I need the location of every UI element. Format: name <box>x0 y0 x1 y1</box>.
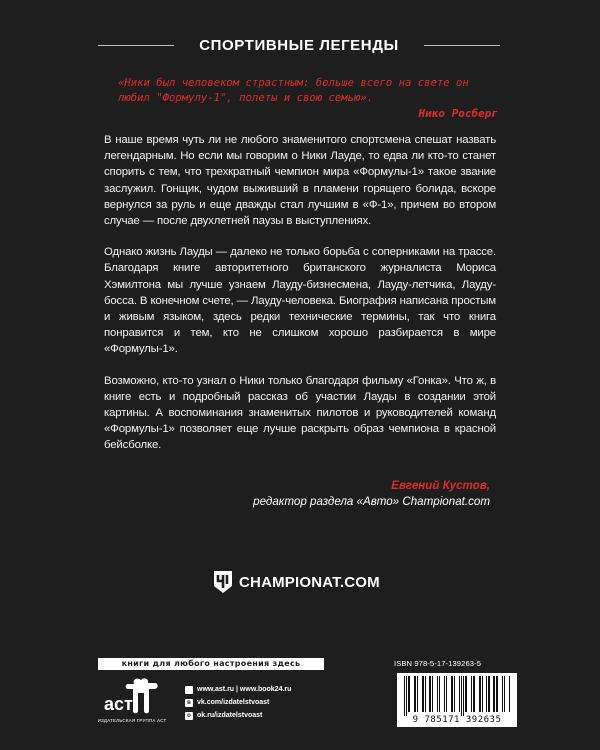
publisher-links <box>185 683 291 722</box>
link-text: vk.com/izdatelstvoast <box>197 699 270 706</box>
tagline-banner: книги для любого настроения здесь <box>98 658 324 670</box>
vk-icon: в <box>185 699 193 707</box>
isbn-label: ISBN 978-5-17-139263-5 <box>394 659 482 668</box>
series-title: СПОРТИВНЫЕ ЛЕГЕНДЫ <box>199 37 399 54</box>
barcode-bars <box>402 676 512 716</box>
editor-signature <box>253 478 490 510</box>
paragraph: Однако жизнь Лауды — далеко не только борьба с соперниками на трассе. Благодаря книге авторитетного британского журналиста Мориса Хэмилтона мы лучше узнаем Лауду-бизнесмена, Лауду-летчика, Лауду-босса. В конечном счете, — Лауду-человека. Биография написана простым и живым языком, здесь редки технические термины, так что книга понравится и тем, кто не слишком хорошо разбирается в мире «Формулы-1». <box>104 246 496 356</box>
paragraph: Возможно, кто-то узнал о Ники только благодаря фильму «Гонка». Что ж, в книге есть и подробный рассказ об участии Лауды в создании этой картины. А воспоминания знаменитых пилотов и руководителей команд «Формулы-1» позволяет еще лучше раскрыть образ чемпиона в красной бейсболке. <box>104 374 496 452</box>
championat-logo <box>212 568 380 596</box>
series-divider-right <box>424 45 500 46</box>
epigraph-author: Нико Росберг <box>418 107 498 120</box>
link-website[interactable] <box>185 683 291 696</box>
editor-name: Евгений Кустов, <box>391 479 490 492</box>
ast-logo-icon <box>98 676 162 716</box>
link-text: ok.ru/izdatelstvoast <box>197 712 263 719</box>
barcode-digits: 9 785171 392635 <box>412 715 502 725</box>
championat-wordmark: CHAMPIONAT.COM <box>239 573 380 591</box>
link-text: www.ast.ru | www.book24.ru <box>197 686 292 693</box>
publisher-name: ИЗДАТЕЛЬСКАЯ ГРУППА АСТ <box>97 718 167 723</box>
link-vk[interactable] <box>185 696 291 709</box>
ast-logo-text: аст <box>104 694 133 714</box>
championat-emblem-icon <box>212 570 234 594</box>
series-header <box>98 36 500 56</box>
ok-icon: о <box>185 712 193 720</box>
link-ok[interactable] <box>185 709 291 722</box>
annotation-text <box>104 132 496 469</box>
epigraph-quote: «Ники был человеком страстным: больше всего на свете он любил "Формулу-1", полеты и свою семью». <box>118 77 469 104</box>
barcode <box>397 673 517 727</box>
paragraph: В наше время чуть ли не любого знаменитого спортсмена спешат назвать легендарным. Но если мы говорим о Ники Лауде, то едва ли кто-то станет спорить с тем, что трехкратный чемпион мира «Формулы-1» такое звание заслужил. Гонщик, чудом выживший в пламени горящего болида, вскоре вернулся за руль и еще дважды стал лучшим в «Ф-1», причем во втором случае — после двухлетней паузы в выступлениях. <box>104 134 496 228</box>
globe-icon <box>185 686 193 694</box>
ast-logo <box>98 676 162 716</box>
editor-role: редактор раздела «Авто» Championat.com <box>253 495 490 508</box>
